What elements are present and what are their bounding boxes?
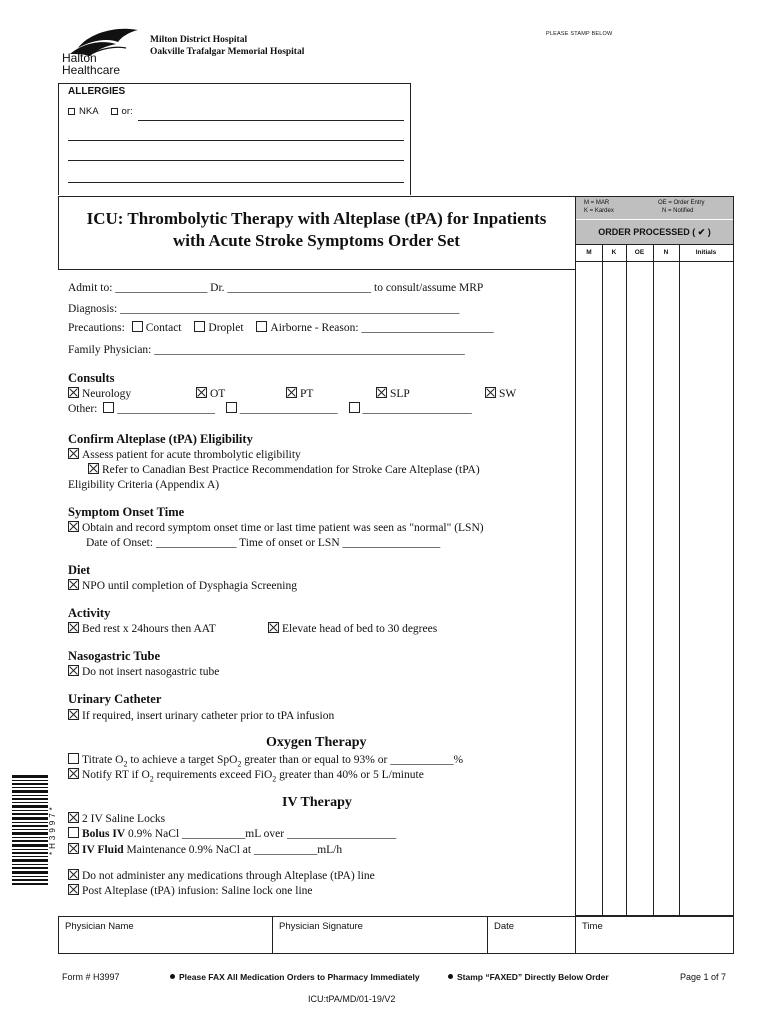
allergy-line-1[interactable] bbox=[138, 120, 404, 121]
allergy-line-2[interactable] bbox=[68, 140, 404, 141]
other-checkbox-2[interactable] bbox=[226, 402, 237, 413]
grid-col-oe: OE bbox=[634, 249, 645, 256]
stamp-faxed-text: Stamp “FAXED” Directly Below Order bbox=[457, 972, 609, 982]
oxygen-item-2 bbox=[68, 768, 424, 786]
legend-order-entry: OE = Order Entry bbox=[658, 200, 705, 206]
grid-legend-right bbox=[658, 199, 705, 215]
stamp-note: PLEASE STAMP BELOW bbox=[546, 31, 613, 37]
nka-checkbox[interactable] bbox=[68, 108, 75, 115]
physician-signature-label: Physician Signature bbox=[279, 921, 363, 932]
o2-sub: 2 bbox=[123, 759, 128, 769]
time-label: Time bbox=[582, 921, 603, 932]
iv-item-2 bbox=[68, 827, 396, 841]
bullet-icon bbox=[170, 974, 175, 979]
allergy-or-label: or: bbox=[121, 106, 133, 117]
consult-other-row bbox=[68, 402, 472, 416]
onset-date-line[interactable]: Date of Onset: ______________ Time of onset or LSN _________________ bbox=[86, 537, 441, 549]
droplet-label: Droplet bbox=[208, 322, 244, 334]
logo-line-halton: Halton bbox=[62, 51, 97, 65]
bolus-text[interactable]: 0.9% NaCl ___________mL over ___________________ bbox=[125, 828, 397, 840]
diet-item-1 bbox=[68, 579, 297, 593]
stamp-faxed-note bbox=[448, 972, 609, 982]
o2-text: Titrate O bbox=[82, 754, 124, 766]
order-processed-grid bbox=[575, 196, 734, 916]
eligibility-item-2 bbox=[88, 463, 480, 477]
logo-line-healthcare: Healthcare bbox=[62, 63, 121, 77]
iv-item-1-text: 2 IV Saline Locks bbox=[82, 813, 166, 825]
consult-ot bbox=[196, 387, 225, 401]
eligibility-item-1-text: Assess patient for acute thrombolytic eligibility bbox=[82, 449, 301, 461]
grid-divider bbox=[602, 244, 603, 916]
grid-column-headers bbox=[576, 244, 733, 262]
iv-heading: IV Therapy bbox=[282, 795, 352, 810]
iv-checkbox-1[interactable] bbox=[68, 812, 79, 823]
iv-checkbox-4[interactable] bbox=[68, 869, 79, 880]
barcode-text: *H3997* bbox=[48, 804, 57, 856]
activity-checkbox-2[interactable] bbox=[268, 622, 279, 633]
allergies-options bbox=[68, 106, 133, 117]
iv-fluid-text[interactable]: Maintenance 0.9% NaCl at ___________mL/h bbox=[123, 844, 343, 856]
fio2-text: requirements exceed FiO bbox=[153, 769, 273, 781]
precautions-row bbox=[68, 321, 494, 335]
onset-item-1-text: Obtain and record symptom onset time or last time patient was seen as "normal" (LSN) bbox=[82, 522, 484, 534]
nka-label: NKA bbox=[79, 106, 99, 117]
other-blank-1[interactable]: _________________ bbox=[117, 403, 216, 415]
bullet-icon bbox=[448, 974, 453, 979]
ng-item-1-text: Do not insert nasogastric tube bbox=[82, 666, 220, 678]
consult-pt bbox=[286, 387, 313, 401]
eligibility-item-1 bbox=[68, 448, 301, 462]
neurology-label: Neurology bbox=[82, 388, 132, 400]
grid-legend bbox=[576, 197, 733, 219]
hospital-names bbox=[150, 34, 304, 58]
family-physician-line[interactable]: Family Physician: ______________________________________________________ bbox=[68, 344, 465, 356]
date-label: Date bbox=[494, 921, 515, 932]
date-field[interactable] bbox=[488, 917, 576, 953]
eligibility-item-2-text: Refer to Canadian Best Practice Recommendation for Stroke Care Alteplase (tPA) bbox=[102, 464, 480, 476]
signature-row bbox=[58, 916, 734, 954]
grid-col-initials: Initials bbox=[695, 249, 717, 256]
ot-checkbox[interactable] bbox=[196, 387, 207, 398]
admit-to-line[interactable]: Admit to: ________________ Dr. _________________________ to consult/assume MRP bbox=[68, 282, 484, 294]
allergy-other-checkbox[interactable] bbox=[111, 108, 118, 115]
oxygen-checkbox-2[interactable] bbox=[68, 768, 79, 779]
contact-label: Contact bbox=[145, 322, 182, 334]
physician-signature-field[interactable] bbox=[273, 917, 488, 953]
diagnosis-line[interactable]: Diagnosis: ___________________________________________________________ bbox=[68, 303, 460, 315]
hospital-name-oakville: Oakville Trafalgar Memorial Hospital bbox=[150, 47, 305, 57]
grid-legend-left bbox=[584, 199, 614, 215]
grid-col-m: M bbox=[586, 249, 592, 256]
iv-item-4-text: Do not administer any medications through Alteplase (tPA) line bbox=[82, 870, 375, 882]
eligibility-item-2b: Eligibility Criteria (Appendix A) bbox=[68, 479, 220, 491]
onset-item-1 bbox=[68, 521, 484, 535]
airborne-label: Airborne - Reason: _______________________ bbox=[270, 322, 494, 334]
consult-neurology bbox=[68, 387, 131, 401]
order-processed-label: ORDER PROCESSED ( ✔ ) bbox=[576, 220, 733, 244]
hospital-name-milton: Milton District Hospital bbox=[150, 35, 248, 45]
allergies-box bbox=[58, 83, 411, 195]
ot-label: OT bbox=[210, 388, 226, 400]
neurology-checkbox[interactable] bbox=[68, 387, 79, 398]
o2-sub-2: 2 bbox=[149, 774, 154, 784]
notify-text: Notify RT if O bbox=[82, 769, 150, 781]
pt-checkbox[interactable] bbox=[286, 387, 297, 398]
grid-divider bbox=[653, 244, 654, 916]
urinary-item-1-text: If required, insert urinary catheter prior to tPA infusion bbox=[82, 710, 335, 722]
fax-note-text: Please FAX All Medication Orders to Pharmacy Immediately bbox=[179, 972, 420, 982]
logo-wordmark bbox=[62, 52, 120, 76]
allergy-line-4[interactable] bbox=[68, 182, 404, 183]
form-code: ICU:tPA/MD/01-19/V2 bbox=[308, 994, 396, 1004]
target-text: greater than or equal to 93% or ___________% bbox=[241, 754, 464, 766]
barcode bbox=[12, 775, 48, 885]
iv-item-4 bbox=[68, 869, 375, 883]
airborne-checkbox[interactable] bbox=[256, 321, 267, 332]
spo2-text: to achieve a target SpO bbox=[127, 754, 238, 766]
onset-heading: Symptom Onset Time bbox=[68, 505, 185, 519]
slp-checkbox[interactable] bbox=[376, 387, 387, 398]
slp-label: SLP bbox=[390, 388, 410, 400]
urinary-heading: Urinary Catheter bbox=[68, 692, 162, 706]
iv-checkbox-3[interactable] bbox=[68, 843, 79, 854]
iv-checkbox-2[interactable] bbox=[68, 827, 79, 838]
allergy-line-3[interactable] bbox=[68, 160, 404, 161]
droplet-checkbox[interactable] bbox=[194, 321, 205, 332]
grid-divider bbox=[679, 244, 680, 916]
iv-checkbox-5[interactable] bbox=[68, 884, 79, 895]
legend-mar: M = MAR bbox=[584, 200, 610, 206]
activity-item-1-text: Bed rest x 24hours then AAT bbox=[82, 623, 216, 635]
urinary-item-1 bbox=[68, 709, 334, 723]
other-checkbox-1[interactable] bbox=[103, 402, 114, 413]
title-line-2: with Acute Stroke Symptoms Order Set bbox=[173, 231, 460, 250]
activity-checkbox-1[interactable] bbox=[68, 622, 79, 633]
title-line-1: ICU: Thrombolytic Therapy with Alteplase (tPA) for Inpatients bbox=[86, 209, 547, 228]
iv-item-5-text: Post Alteplase (tPA) infusion: Saline lock one line bbox=[82, 885, 313, 897]
diet-checkbox[interactable] bbox=[68, 579, 79, 590]
allergies-title: ALLERGIES bbox=[68, 86, 126, 97]
ng-heading: Nasogastric Tube bbox=[68, 649, 161, 663]
spo2-sub: 2 bbox=[237, 759, 242, 769]
iv-item-1 bbox=[68, 812, 165, 826]
eligibility-checkbox-1[interactable] bbox=[68, 448, 79, 459]
order-set-title bbox=[58, 208, 575, 252]
activity-item-1 bbox=[68, 622, 216, 636]
form-number: Form # H3997 bbox=[62, 972, 120, 982]
activity-item-2 bbox=[268, 622, 437, 636]
fax-note bbox=[170, 972, 420, 982]
consults-heading: Consults bbox=[68, 371, 115, 385]
eligibility-heading: Confirm Alteplase (tPA) Eligibility bbox=[68, 432, 253, 446]
grid-col-n: N bbox=[663, 249, 669, 256]
grid-divider bbox=[575, 244, 576, 916]
other-blank-3[interactable]: ___________________ bbox=[362, 403, 472, 415]
contact-checkbox[interactable] bbox=[132, 321, 143, 332]
pt-label: PT bbox=[300, 388, 314, 400]
onset-checkbox[interactable] bbox=[68, 521, 79, 532]
iv-item-3 bbox=[68, 843, 342, 857]
legend-kardex: K = Kardex bbox=[584, 208, 614, 214]
activity-heading: Activity bbox=[68, 606, 111, 620]
grid-col-k: K bbox=[611, 249, 617, 256]
page-number: Page 1 of 7 bbox=[680, 972, 727, 982]
other-blank-2[interactable]: _________________ bbox=[239, 403, 338, 415]
other-label: Other: bbox=[68, 403, 98, 415]
ng-checkbox[interactable] bbox=[68, 665, 79, 676]
eligibility-checkbox-2[interactable] bbox=[88, 463, 99, 474]
fio2-sub: 2 bbox=[272, 774, 277, 784]
grid-divider bbox=[626, 244, 627, 916]
oxygen-checkbox-1[interactable] bbox=[68, 753, 79, 764]
sw-label: SW bbox=[499, 388, 517, 400]
consult-sw bbox=[485, 387, 516, 401]
precautions-label: Precautions: bbox=[68, 322, 125, 334]
time-field[interactable] bbox=[576, 917, 733, 953]
oxygen-heading: Oxygen Therapy bbox=[266, 735, 367, 750]
consult-slp bbox=[376, 387, 410, 401]
physician-name-label: Physician Name bbox=[65, 921, 134, 932]
limit-text: greater than 40% or 5 L/minute bbox=[276, 769, 424, 781]
sw-checkbox[interactable] bbox=[485, 387, 496, 398]
activity-item-2-text: Elevate head of bed to 30 degrees bbox=[282, 623, 438, 635]
iv-item-5 bbox=[68, 884, 313, 898]
ng-item-1 bbox=[68, 665, 219, 679]
legend-notified: N = Notified bbox=[662, 208, 694, 214]
urinary-checkbox[interactable] bbox=[68, 709, 79, 720]
diet-item-1-text: NPO until completion of Dysphagia Screening bbox=[82, 580, 297, 592]
bolus-label: Bolus IV bbox=[82, 828, 126, 840]
physician-name-field[interactable] bbox=[59, 917, 273, 953]
diet-heading: Diet bbox=[68, 563, 91, 577]
other-checkbox-3[interactable] bbox=[349, 402, 360, 413]
iv-fluid-label: IV Fluid bbox=[82, 844, 124, 856]
